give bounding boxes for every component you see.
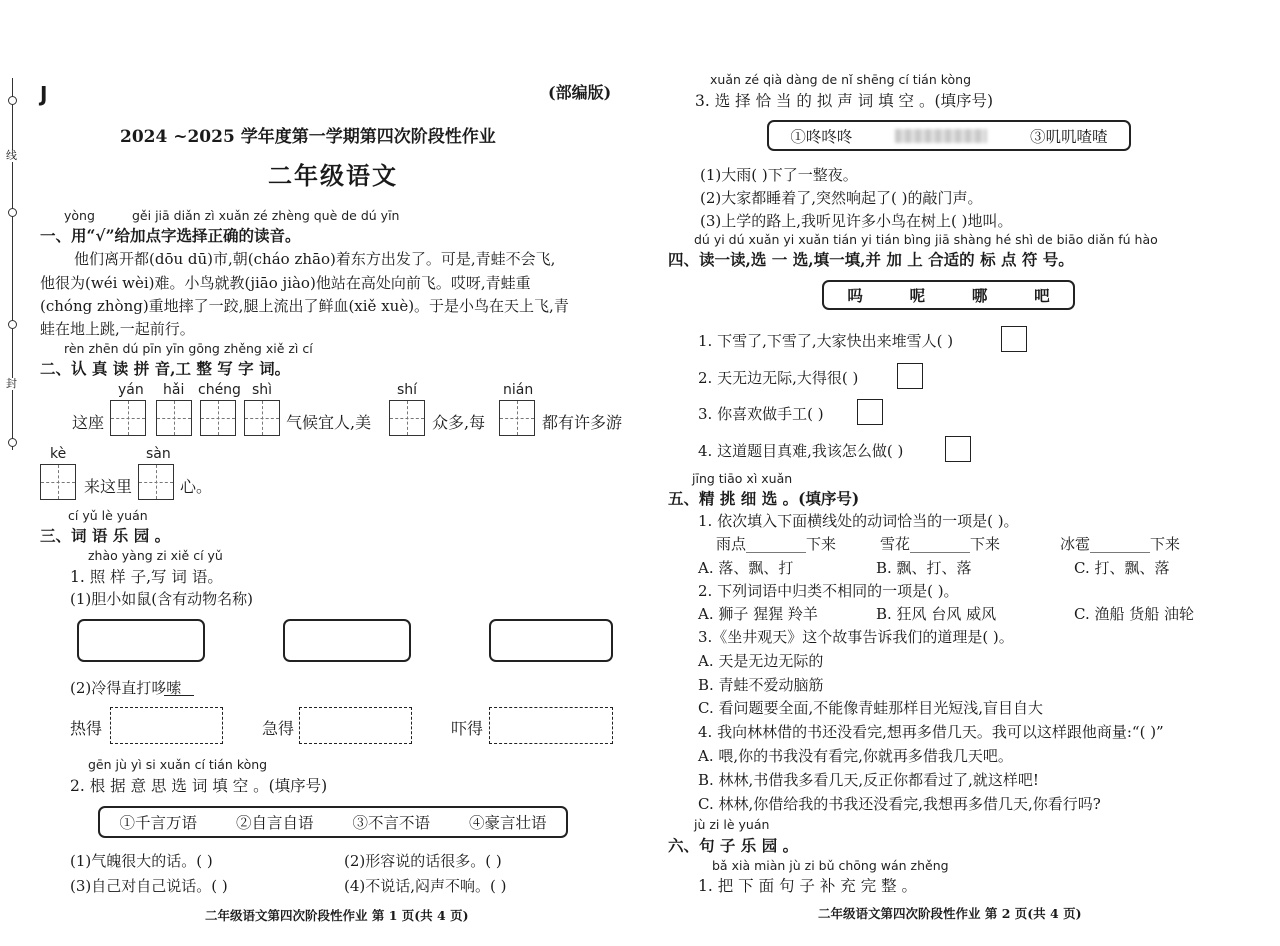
grid-pinyin-ke: kè [50, 446, 67, 462]
subject-title: 二年级语文 [268, 161, 398, 190]
section-6-title: 六、句 子 乐 园 。 [668, 836, 799, 855]
s5-q2-opt-a: A. 狮子 猩猩 羚羊 [698, 605, 818, 623]
writing-grid[interactable] [110, 400, 146, 436]
section-1-title: 一、用“√”给加点字选择正确的读音。 [40, 226, 301, 245]
s6-q1-pinyin: bǎ xià miàn jù zi bǔ chōng wán zhěng [712, 858, 949, 873]
s3-pinyin: cí yǔ lè yuán [68, 508, 148, 523]
page-2-footer: 二年级语文第四次阶段性作业 第 2 页(共 4 页) [818, 906, 1082, 921]
s5-q4: 4. 我向林林借的书还没看完,想再多借几天。我可以这样跟他商量:“( )” [698, 723, 1164, 741]
section-3-title: 三、词 语 乐 园 。 [40, 526, 171, 545]
s5-q1-blank-1: 雨点________下来 [716, 535, 837, 553]
s4-item-4: 4. 这道题目真难,我该怎么做( ) [698, 442, 904, 460]
option-2: ②自言自语 [235, 814, 314, 832]
section-4-title: 四、读一读,选 一 选,填一填,并 加 上 合适的 标 点 符 号。 [668, 250, 1074, 269]
option-1: ①千言万语 [119, 814, 197, 832]
s5-q2-opt-c: C. 渔船 货船 油轮 [1074, 605, 1195, 623]
s5-q4-opt-b: B. 林林,书借我多看几天,反正你都看过了,就这样吧! [698, 771, 1039, 789]
particle-ma: 吗 [847, 286, 863, 305]
s3-q1b: (2)冷得直打哆嗦 [70, 679, 182, 697]
particle-ne: 呢 [909, 286, 926, 305]
s5-q1: 1. 依次填入下面横线处的动词恰当的一项是( )。 [698, 512, 1019, 530]
s3-q2-item-1: (1)气魄很大的话。( ) [70, 852, 213, 870]
particle-na: 哪 [971, 286, 988, 305]
s5-q3: 3.《坐井观天》这个故事告诉我们的道理是( )。 [698, 628, 1014, 646]
s1-pinyin-yong: yòng [64, 208, 95, 223]
s1-line-2: 他很为(wéi wèi)难。小鸟就教(jiāo jiào)他站在高处向前飞。哎呀,青蛙重 [40, 274, 531, 292]
q3-item-2: (2)大家都睡着了,突然响起了( )的敲门声。 [700, 189, 983, 207]
s5-q2: 2. 下列词语中归类不相同的一项是( )。 [698, 582, 959, 600]
grid-pinyin-nian: nián [503, 382, 534, 398]
writing-grid[interactable] [389, 400, 425, 436]
writing-grid[interactable] [156, 400, 192, 436]
s5-q3-opt-c: C. 看问题要全面,不能像青蛙那样目光短浅,盲目自大 [698, 699, 1044, 717]
label-xia-de: 吓得 [451, 719, 484, 738]
s3-q1a: (1)胆小如鼠(含有动物名称) [70, 590, 253, 608]
s4-pinyin: dú yi dú xuǎn yi xuǎn tián yi tián bìng jiā shàng hé shì de biāo diǎn fú hào [694, 232, 1158, 247]
grid-pinyin-shi: shì [252, 382, 273, 398]
s5-q4-opt-a: A. 喂,你的书我没有看完,你就再多借我几天吧。 [698, 747, 1013, 765]
particle-ba: 吧 [1034, 286, 1050, 305]
s2-text-2: 气候宜人,美 [286, 413, 372, 432]
s3-q2-item-2: (2)形容说的话很多。( ) [344, 852, 502, 870]
s4-item-2: 2. 天无边无际,大得很( ) [698, 369, 859, 387]
page-1-footer: 二年级语文第四次阶段性作业 第 1 页(共 4 页) [205, 908, 469, 923]
s5-q2-opt-b: B. 狂风 台风 威风 [876, 605, 997, 623]
onomatopoeia-options-box [767, 120, 1131, 151]
s5-q4-opt-c: C. 林林,你借给我的书我还没看完,我想再多借几天,你看行吗? [698, 795, 1101, 813]
answer-box[interactable] [299, 707, 412, 744]
q3-pinyin: xuǎn zé qià dàng de nǐ shēng cí tián kòng [710, 72, 972, 87]
edition-label: (部编版) [548, 83, 612, 102]
blurred-option [895, 129, 987, 143]
s2-pinyin: rèn zhēn dú pīn yīn gōng zhěng xiě zì cí [64, 341, 313, 356]
option-4: ④豪言壮语 [468, 814, 547, 832]
s5-q1-blank-2: 雪花________下来 [880, 535, 1001, 553]
label-ji-de: 急得 [262, 719, 295, 738]
punctuation-box[interactable] [945, 436, 971, 462]
punctuation-box[interactable] [857, 399, 883, 425]
writing-grid[interactable] [244, 400, 280, 436]
writing-grid[interactable] [40, 464, 76, 500]
particle-options-box [822, 280, 1075, 310]
s3-q1: 1. 照 样 子,写 词 语。 [70, 568, 223, 586]
answer-box[interactable] [489, 707, 613, 744]
punctuation-box[interactable] [1001, 326, 1027, 352]
grid-pinyin-yan: yán [118, 382, 144, 398]
answer-box[interactable] [110, 707, 223, 744]
s2-text-3: 众多,每 [432, 413, 486, 432]
s6-q1: 1. 把 下 面 句 子 补 充 完 整 。 [698, 877, 918, 895]
label-re-de: 热得 [70, 719, 103, 738]
grid-pinyin-cheng: chéng [198, 382, 241, 398]
s3-q2-item-4: (4)不说话,闷声不响。( ) [344, 877, 507, 895]
answer-box[interactable] [77, 619, 205, 662]
margin-char-xian: 线 [6, 149, 17, 162]
s3-q2-pinyin: gēn jù yì si xuǎn cí tián kòng [88, 757, 268, 772]
section-5-title: 五、精 挑 细 选 。(填序号) [668, 489, 860, 508]
s1-line-4: 蛙在地上跳,一起前行。 [40, 320, 195, 338]
q3-option-1: ①咚咚咚 [790, 127, 853, 146]
s2-text-4: 都有许多游 [542, 413, 623, 432]
s3-q1-pinyin: zhào yàng zi xiě cí yǔ [88, 548, 223, 563]
grid-pinyin-hai: hǎi [163, 382, 185, 398]
q3-item-1: (1)大雨( )下了一整夜。 [700, 166, 858, 184]
s5-q1-opt-b: B. 飘、打、落 [876, 559, 972, 577]
grid-pinyin-san: sàn [146, 446, 171, 462]
s1-line-1: 他们离开都(dōu dū)市,朝(cháo zhāo)着东方出发了。可是,青蛙不会飞, [74, 250, 556, 268]
s2-text-5: 来这里 [84, 477, 133, 496]
s5-q1-opt-c: C. 打、飘、落 [1074, 559, 1170, 577]
s5-q3-opt-a: A. 天是无边无际的 [698, 652, 824, 670]
s2-text-1: 这座 [72, 413, 105, 432]
word-options-box [98, 806, 568, 838]
s3-q2-item-3: (3)自己对自己说话。( ) [70, 877, 228, 895]
writing-grid[interactable] [499, 400, 535, 436]
s5-pinyin: jīng tiāo xì xuǎn [692, 471, 793, 486]
s1-pinyin: gěi jiā diǎn zì xuǎn zé zhèng què de dú yīn [132, 208, 400, 223]
s4-item-1: 1. 下雪了,下雪了,大家快出来堆雪人( ) [698, 332, 954, 350]
answer-box[interactable] [283, 619, 411, 662]
s1-line-3: (chóng zhòng)重地摔了一跤,腿上流出了鲜血(xiě xuè)。于是小鸟在天上飞,青 [40, 297, 569, 315]
q3-title: 3. 选 择 恰 当 的 拟 声 词 填 空 。(填序号) [695, 92, 994, 110]
underline-mark [164, 695, 194, 696]
answer-box[interactable] [489, 619, 613, 662]
writing-grid[interactable] [138, 464, 174, 500]
writing-grid[interactable] [200, 400, 236, 436]
q3-item-3: (3)上学的路上,我听见许多小鸟在树上( )地叫。 [700, 212, 1013, 230]
exam-title: 2024 ~2025 学年度第一学期第四次阶段性作业 [120, 127, 496, 147]
s5-q1-opt-a: A. 落、飘、打 [698, 559, 794, 577]
s2-text-6: 心。 [180, 477, 213, 496]
s5-q3-opt-b: B. 青蛙不爱动脑筋 [698, 676, 824, 694]
s5-q1-blank-3: 冰雹________下来 [1060, 535, 1181, 553]
q3-option-3: ③叽叽喳喳 [1030, 127, 1108, 146]
grid-pinyin-shi2: shí [397, 382, 418, 398]
punctuation-box[interactable] [897, 363, 923, 389]
section-2-title: 二、认 真 读 拼 音,工 整 写 字 词。 [40, 359, 291, 378]
s6-pinyin: jù zi lè yuán [694, 817, 770, 832]
corner-letter: J [40, 82, 48, 106]
option-3: ③不言不语 [352, 814, 430, 832]
margin-char-feng: 封 [6, 377, 17, 390]
s4-item-3: 3. 你喜欢做手工( ) [698, 405, 824, 423]
s3-q2: 2. 根 据 意 思 选 词 填 空 。(填序号) [70, 777, 328, 795]
